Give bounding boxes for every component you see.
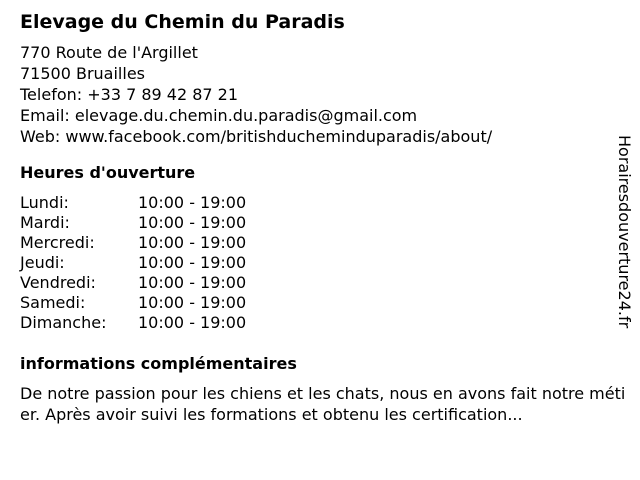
- time-range: 10:00 - 19:00: [138, 233, 247, 252]
- time-range: 10:00 - 19:00: [138, 273, 247, 292]
- hours-row-monday: [20, 193, 280, 213]
- hours-row-wednesday: [20, 233, 280, 253]
- day-label: Mardi:: [20, 213, 70, 232]
- site-watermark: Horairesdouverture24.fr: [615, 135, 634, 329]
- info-heading: informations complémentaires: [20, 354, 297, 373]
- day-label: Dimanche:: [20, 313, 107, 332]
- time-range: 10:00 - 19:00: [138, 253, 247, 272]
- hours-row-saturday: [20, 293, 280, 313]
- day-label: Vendredi:: [20, 273, 96, 292]
- phone-number[interactable]: Telefon: +33 7 89 42 87 21: [20, 85, 239, 104]
- hours-row-thursday: [20, 253, 280, 273]
- time-range: 10:00 - 19:00: [138, 313, 247, 332]
- email-address[interactable]: Email: elevage.du.chemin.du.paradis@gmail.com: [20, 106, 418, 125]
- business-name: Elevage du Chemin du Paradis: [20, 11, 345, 33]
- website-link[interactable]: Web: www.facebook.com/britishducheminduparadis/about/: [20, 127, 493, 146]
- city-postcode: 71500 Bruailles: [20, 64, 145, 83]
- time-range: 10:00 - 19:00: [138, 193, 247, 212]
- day-label: Samedi:: [20, 293, 86, 312]
- hours-row-tuesday: [20, 213, 280, 233]
- street-address: 770 Route de l'Argillet: [20, 43, 198, 62]
- day-label: Lundi:: [20, 193, 69, 212]
- time-range: 10:00 - 19:00: [138, 213, 247, 232]
- day-label: Jeudi:: [20, 253, 65, 272]
- hours-heading: Heures d'ouverture: [20, 163, 196, 182]
- opening-hours-table: [20, 193, 280, 333]
- contact-block: [20, 42, 492, 147]
- hours-row-sunday: [20, 313, 280, 333]
- day-label: Mercredi:: [20, 233, 95, 252]
- time-range: 10:00 - 19:00: [138, 293, 247, 312]
- hours-row-friday: [20, 273, 280, 293]
- info-description: De notre passion pour les chiens et les chats, nous en avons fait notre métier. Après avoir suivi les formations et obtenu les certification...: [20, 384, 626, 424]
